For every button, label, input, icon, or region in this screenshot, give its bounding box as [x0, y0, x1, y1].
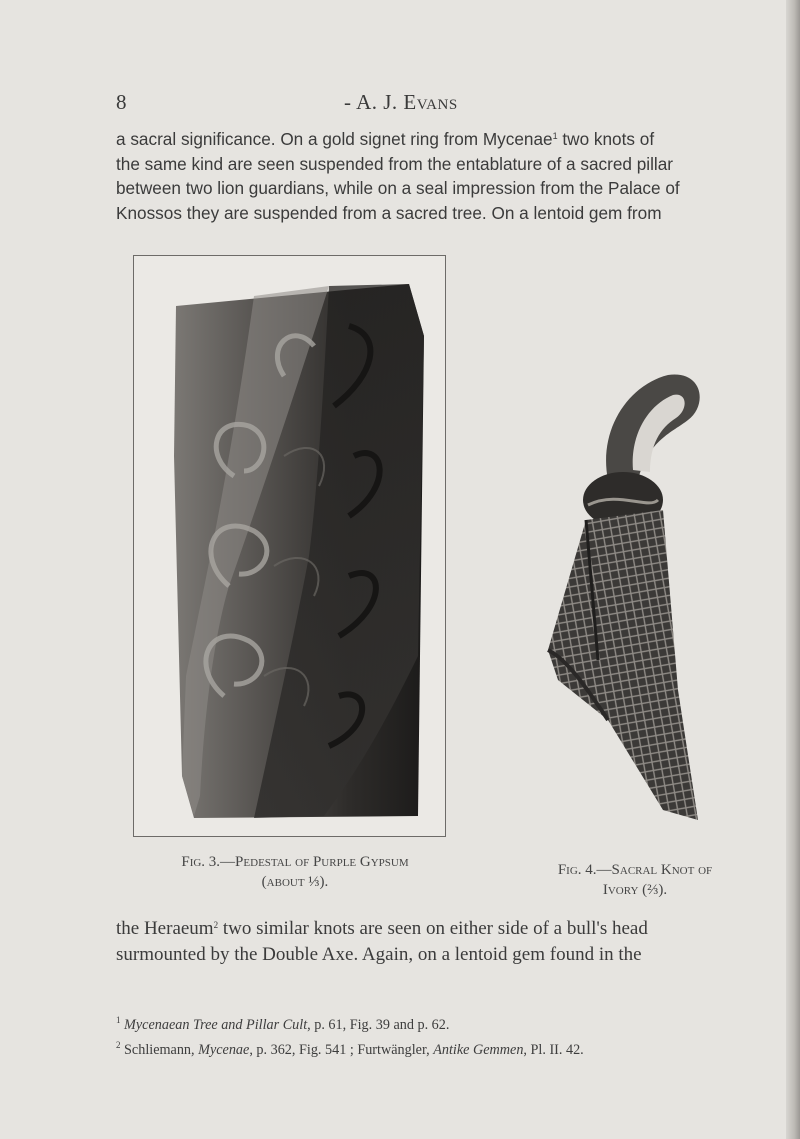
caption-line: Fig. 3.—Pedestal of Purple Gypsum: [181, 854, 409, 870]
text-line: a sacral significance. On a gold signet ring from Mycenae$^1$ two knots of: [116, 129, 655, 149]
caption-line: Fig. 4.—Sacral Knot of: [557, 862, 713, 878]
figure-3-photo: [133, 255, 446, 837]
paragraph-2: [116, 912, 728, 968]
caption-line: Ivory (⅔).: [602, 882, 668, 898]
text-line: the Heraeum$^2$ two similar knots are seen on either side of a bull's head: [116, 918, 648, 939]
footnote-ref[interactable]: 1: [552, 131, 558, 141]
footnote-1: $^1$ Mycenaean Tree and Pillar Cult, p. 61, Fig. 39 and p. 62.: [116, 1015, 450, 1033]
sacral-knot-illustration: [538, 360, 718, 840]
figure-3-caption: [150, 852, 440, 892]
footnotes: [116, 1010, 746, 1060]
running-head: [116, 90, 726, 114]
footnote-ref[interactable]: 2: [213, 920, 219, 930]
figure-4-caption: [520, 860, 750, 900]
running-title: - A. J. Evans: [344, 90, 458, 114]
page-number: 8: [116, 90, 127, 114]
caption-line: (about ⅓).: [261, 874, 329, 890]
text-line: the same kind are seen suspended from the entablature of a sacred pillar: [116, 153, 674, 174]
footnote-2: $^2$ Schliemann, Mycenae, p. 362, Fig. 541 ; Furtwängler, Antike Gemmen, Pl. II. 42.: [116, 1040, 584, 1058]
paragraph-1: [116, 124, 728, 225]
pedestal-illustration: [134, 256, 445, 836]
figure-4-photo: [538, 360, 718, 840]
text-line: surmounted by the Double Axe. Again, on a lentoid gem found in the: [116, 944, 642, 965]
text-line: Knossos they are suspended from a sacred tree. On a lentoid gem from: [116, 202, 662, 223]
page-edge-shadow: [786, 0, 800, 1139]
text-line: between two lion guardians, while on a seal impression from the Palace of: [116, 178, 680, 198]
